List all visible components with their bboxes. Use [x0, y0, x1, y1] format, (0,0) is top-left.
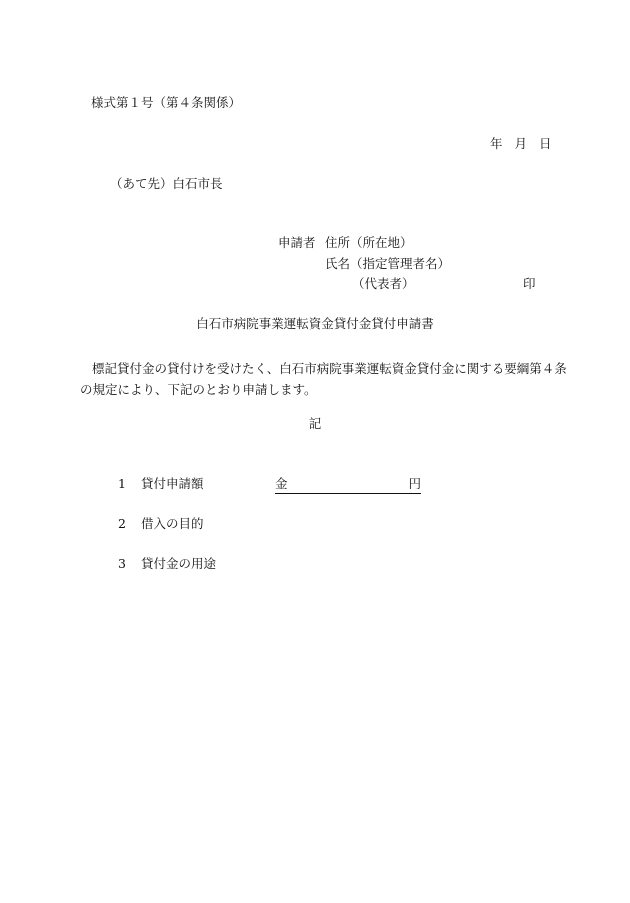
date-day: 日: [539, 136, 552, 151]
document-title: 白石市病院事業運転資金貸付金貸付申請書: [196, 316, 434, 331]
date-month: 月: [514, 136, 528, 151]
date-year: 年: [490, 136, 503, 151]
item-label-usage: 貸付金の用途: [141, 556, 217, 571]
addressee: （あて先）白石市長: [110, 176, 223, 191]
body-paragraph: 標記貸付金の貸付けを受けたく、白石市病院事業運転資金貸付金に関する要綱第４条の規定により、下記のとおり申請します。: [80, 361, 567, 397]
item-number: 2: [118, 516, 126, 531]
form-number: 様式第１号（第４条関係）: [91, 95, 242, 110]
item-number: 3: [118, 556, 126, 571]
item-label-loan-amount: 貸付申請額: [141, 476, 204, 491]
date-line: [490, 138, 552, 151]
applicant-label: 申請者: [278, 235, 316, 250]
loan-amount-field: [275, 478, 421, 494]
amount-suffix: 円: [408, 476, 421, 491]
applicant-address-label: 住所（所在地）: [325, 235, 413, 250]
item-number: 1: [118, 476, 126, 491]
applicant-name-label: 氏名（指定管理者名）: [325, 256, 451, 271]
ki-heading: 記: [308, 416, 322, 431]
item-label-purpose: 借入の目的: [141, 516, 204, 531]
seal-mark: 印: [523, 276, 536, 291]
amount-prefix: 金: [275, 476, 288, 491]
applicant-representative-label: （代表者）: [352, 276, 415, 291]
